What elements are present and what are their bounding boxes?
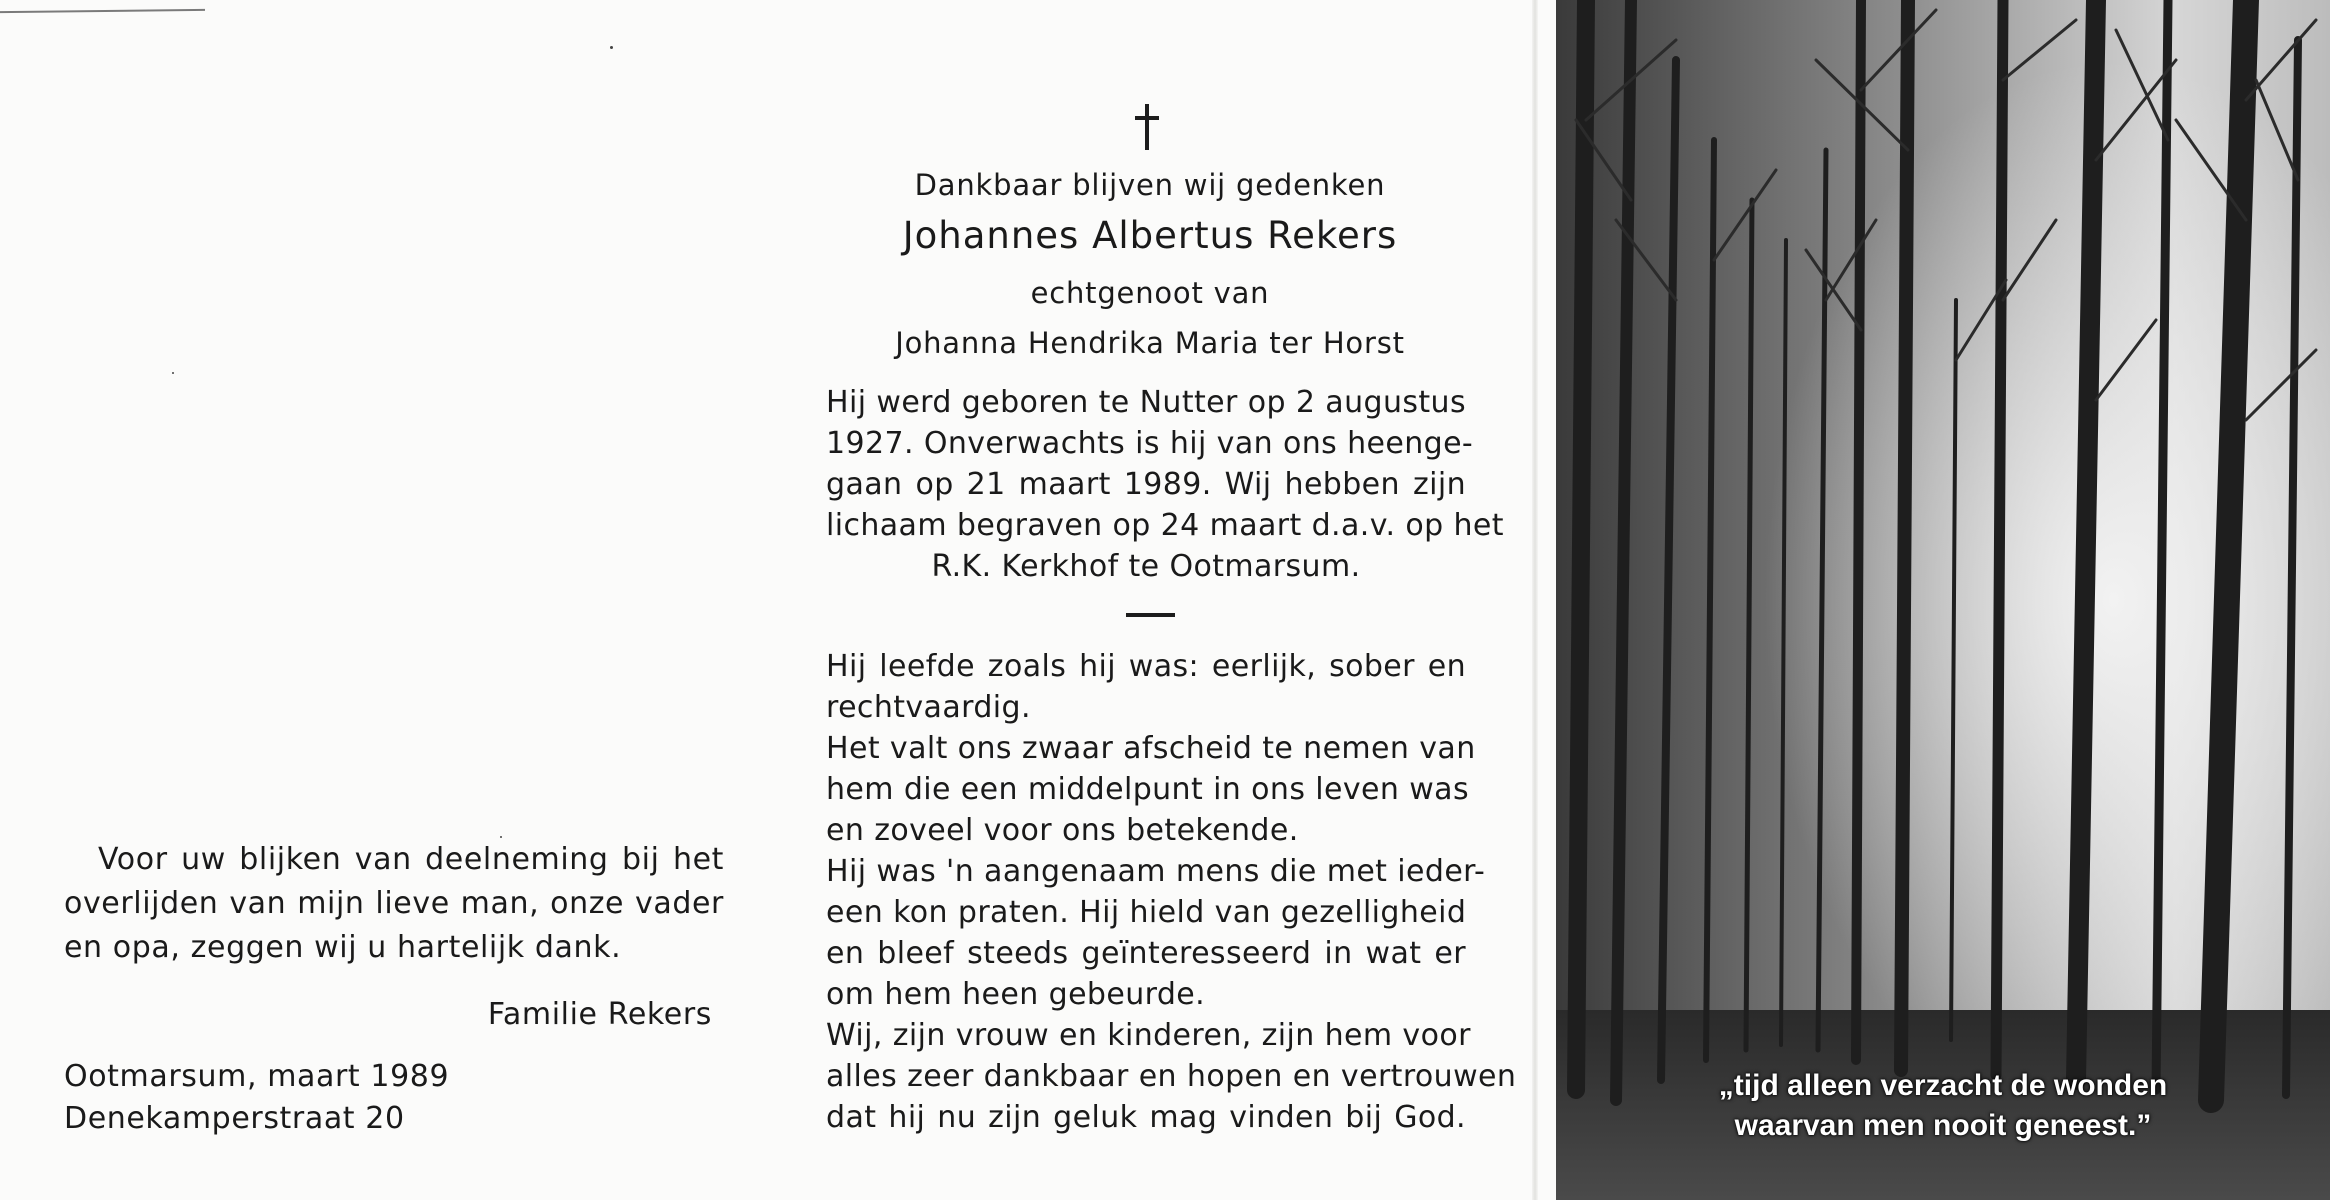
spouse-name: Johanna Hendrika Maria ter Horst xyxy=(895,326,1405,360)
section-divider xyxy=(1126,613,1175,617)
tribute-line: Wij, zijn vrouw en kinderen, zijn hem voor xyxy=(826,1018,1471,1053)
tribute-line: dat hij nu zijn geluk mag vinden bij God. xyxy=(826,1100,1466,1135)
card-fold xyxy=(1532,0,1538,1200)
thank-you-panel xyxy=(0,0,760,1200)
thank-you-line: en opa, zeggen wij u hartelijk dank. xyxy=(64,930,622,965)
deceased-name: Johannes Albertus Rekers xyxy=(902,214,1398,257)
tribute-line: Hij was 'n aangenaam mens die met ieder- xyxy=(826,854,1486,889)
biography-line: R.K. Kerkhof te Ootmarsum. xyxy=(931,549,1361,584)
trees-photo xyxy=(1556,0,2330,1200)
place-date: Ootmarsum, maart 1989 xyxy=(64,1059,450,1094)
biography-line: Hij werd geboren te Nutter op 2 augustus xyxy=(826,385,1466,420)
tribute-text xyxy=(826,646,1517,1138)
family-signature: Familie Rekers xyxy=(487,997,712,1032)
quote-line: „tijd alleen verzacht de wonden xyxy=(1718,1069,2168,1102)
address: Denekamperstraat 20 xyxy=(64,1101,405,1136)
tribute-line: en bleef steeds geïnteresseerd in wat er xyxy=(826,936,1466,971)
thank-you-line: overlijden van mijn lieve man, onze vader xyxy=(64,886,724,921)
quote-caption xyxy=(1556,1066,2330,1146)
tribute-line: rechtvaardig. xyxy=(826,690,1031,725)
thank-you-line: Voor uw blijken van deelneming bij het xyxy=(98,842,724,877)
memorial-intro: Dankbaar blijven wij gedenken xyxy=(914,168,1386,202)
cross-icon xyxy=(1127,104,1167,150)
tribute-line: alles zeer dankbaar en hopen en vertrouwen xyxy=(826,1059,1517,1094)
biography-line: gaan op 21 maart 1989. Wij hebben zijn xyxy=(826,467,1466,502)
biography-line: 1927. Onverwachts is hij van ons heenge- xyxy=(826,426,1474,461)
spouse-label: echtgenoot van xyxy=(1030,276,1270,310)
biography-line: lichaam begraven op 24 maart d.a.v. op het xyxy=(826,508,1504,543)
tribute-line: Het valt ons zwaar afscheid te nemen van xyxy=(826,731,1476,766)
tribute-line: om hem heen gebeurde. xyxy=(826,977,1206,1012)
tribute-line: een kon praten. Hij hield van gezelligheid xyxy=(826,895,1467,930)
trees-illustration xyxy=(1556,0,2330,1200)
tribute-line: Hij leefde zoals hij was: eerlijk, sober en xyxy=(826,649,1466,684)
tribute-line: en zoveel voor ons betekende. xyxy=(826,813,1299,848)
tribute-line: hem die een middelpunt in ons leven was xyxy=(826,772,1469,807)
quote-line: waarvan men nooit geneest.” xyxy=(1734,1109,2152,1142)
thank-you-text xyxy=(64,838,724,970)
biography-text xyxy=(826,382,1504,587)
